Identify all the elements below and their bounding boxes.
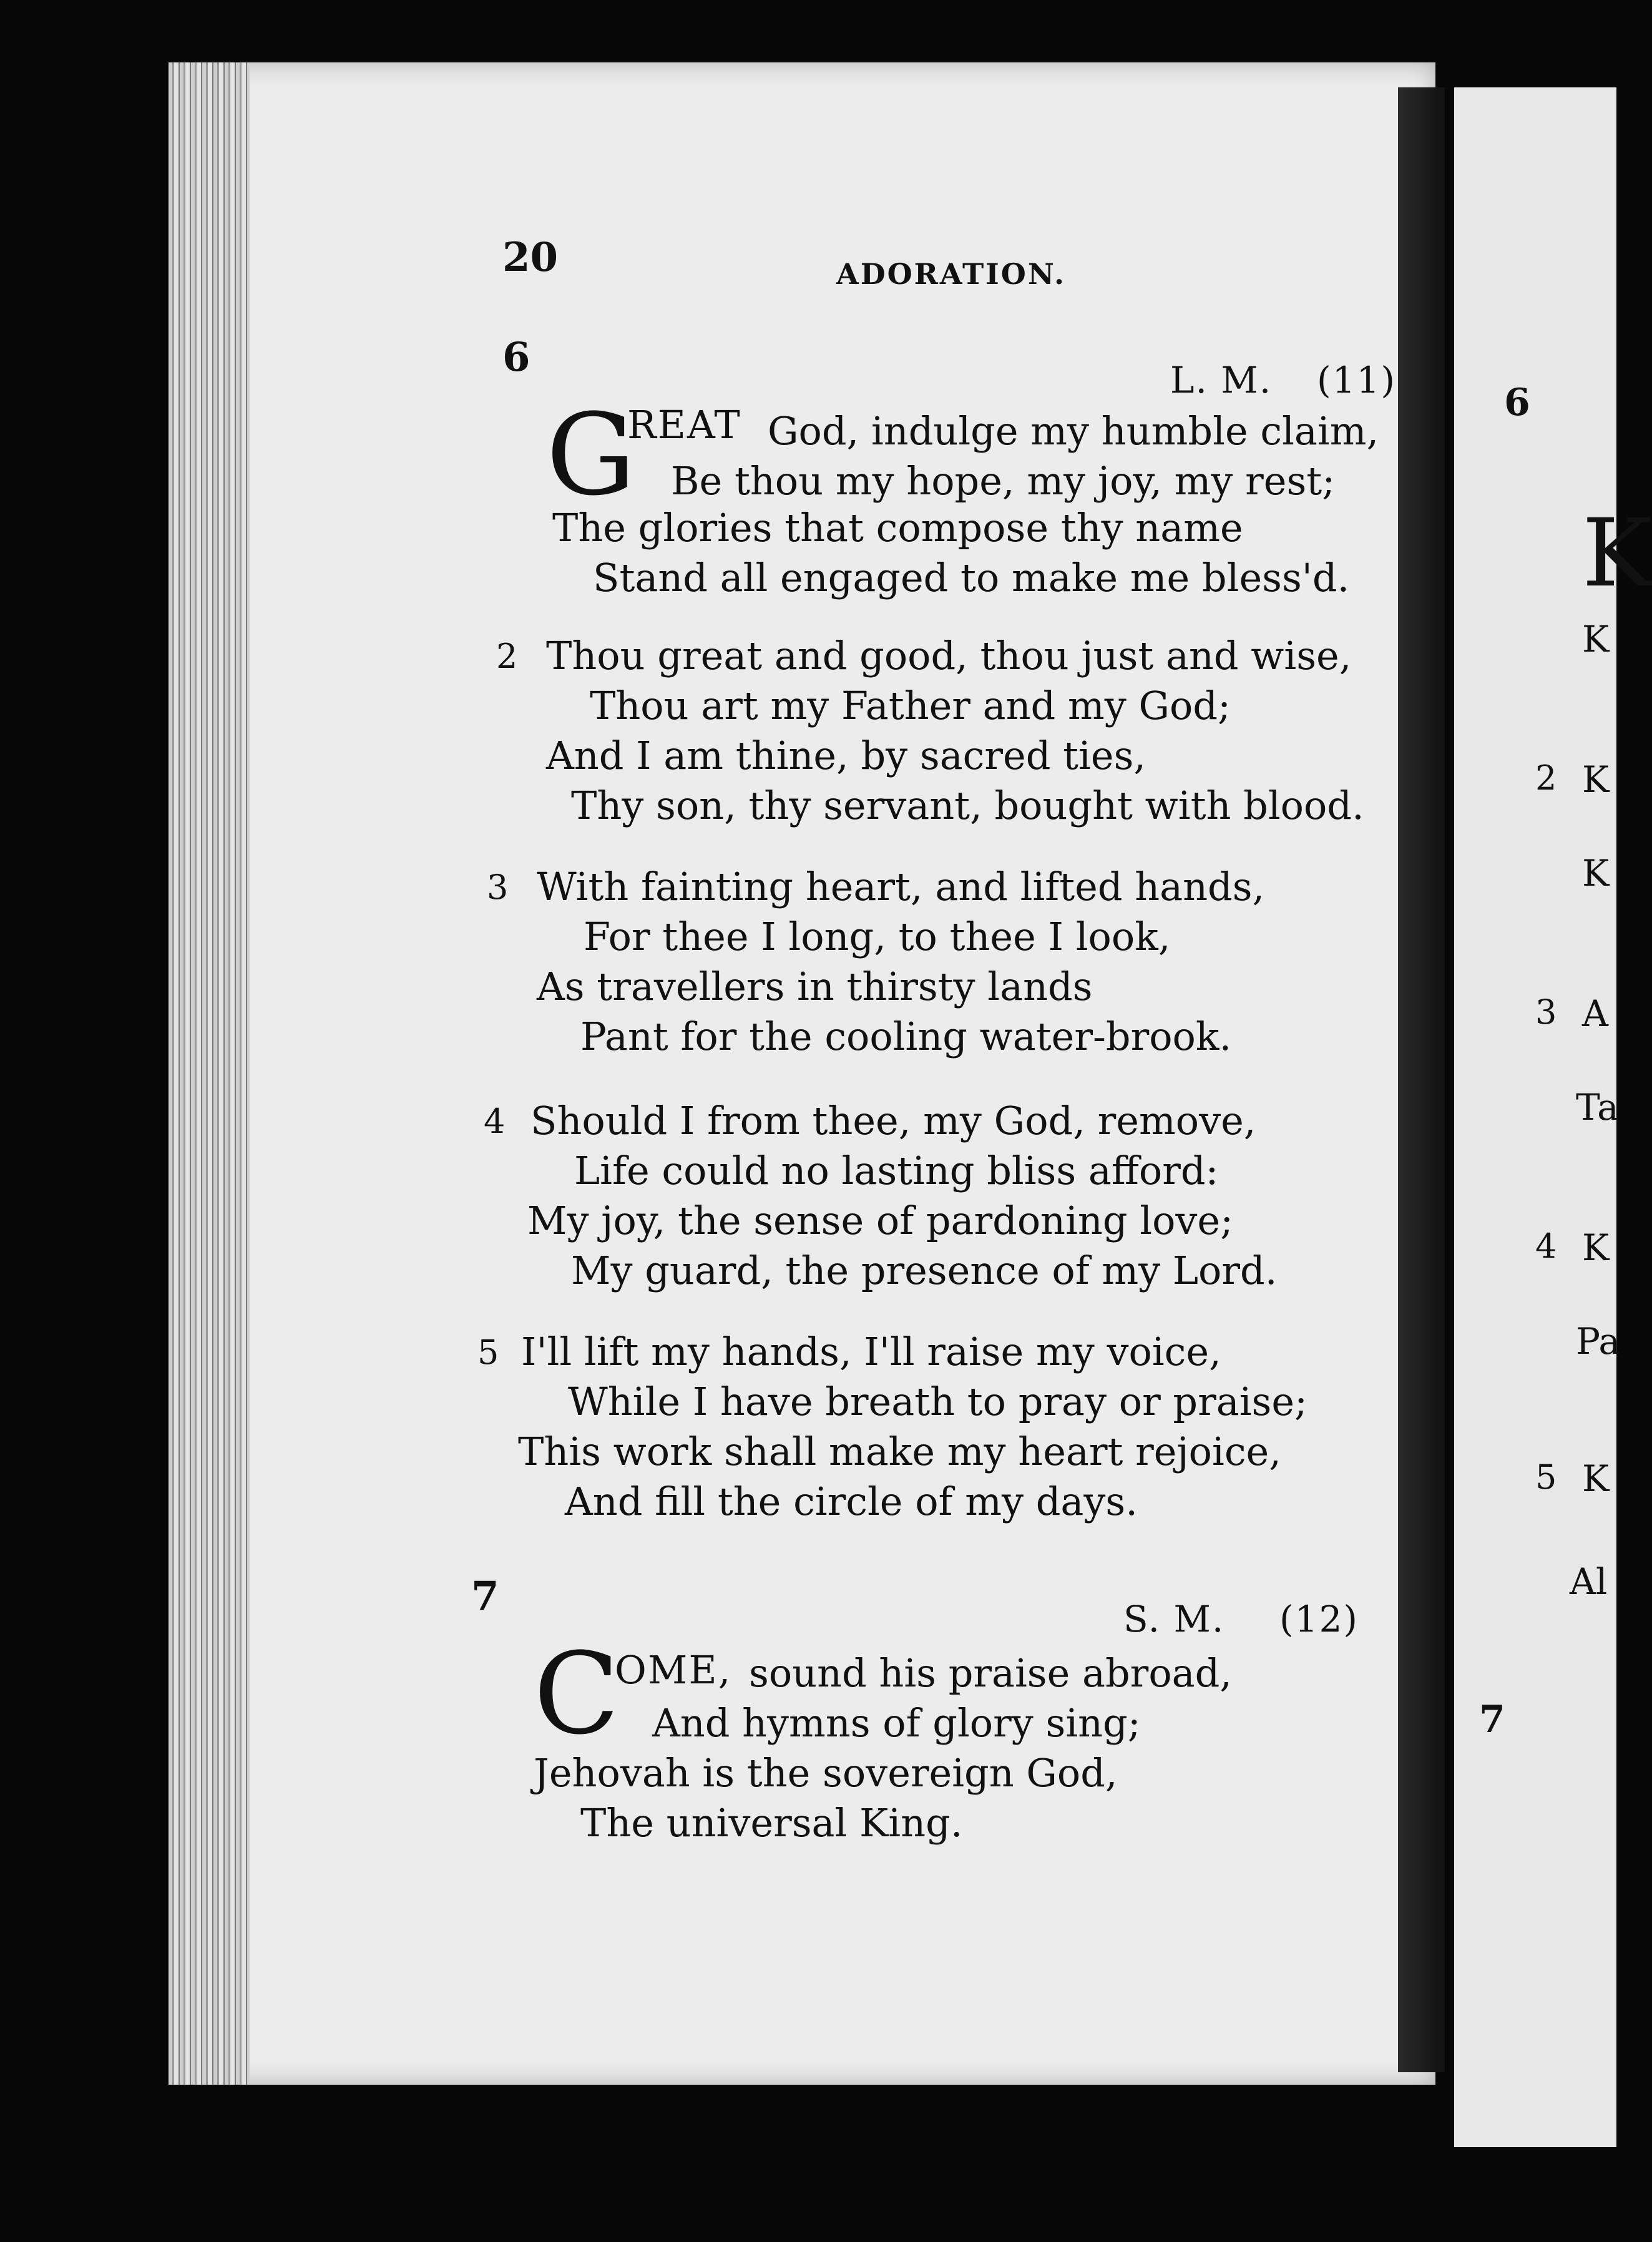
page-number: 20 bbox=[502, 234, 559, 281]
drop-cap: G bbox=[546, 390, 636, 521]
hymn-number: 7 bbox=[471, 1573, 499, 1620]
verse-line: While I have breath to pray or praise; bbox=[568, 1379, 1307, 1424]
hymn-meter: S. M. bbox=[1123, 1598, 1225, 1640]
hymn-tune-number: (12) bbox=[1279, 1598, 1359, 1640]
verse-line: Thy son, thy servant, bought with blood. bbox=[571, 783, 1364, 828]
facing-fragment: K bbox=[1582, 499, 1652, 608]
facing-stanza-number: 2 bbox=[1535, 758, 1557, 798]
verse-line: And I am thine, by sacred ties, bbox=[546, 733, 1146, 778]
verse-line: I'll lift my hands, I'll raise my voice, bbox=[521, 1329, 1221, 1374]
gutter-shadow bbox=[1398, 87, 1445, 2072]
facing-hymn-number: 6 bbox=[1504, 381, 1530, 424]
verse-line: Pant for the cooling water-brook. bbox=[580, 1014, 1232, 1059]
facing-fragment: K bbox=[1582, 758, 1610, 801]
stanza-number: 2 bbox=[496, 637, 518, 676]
facing-fragment: Pa bbox=[1576, 1320, 1620, 1363]
hymn-number: 6 bbox=[502, 334, 530, 381]
verse-line: Thou great and good, thou just and wise, bbox=[546, 633, 1352, 678]
verse-line: Life could no lasting bliss afford: bbox=[574, 1148, 1219, 1193]
verse-line: And hymns of glory sing; bbox=[652, 1700, 1141, 1746]
verse-line: Thou art my Father and my God; bbox=[590, 683, 1231, 728]
stanza-number: 5 bbox=[477, 1333, 499, 1372]
facing-fragment: Al bbox=[1570, 1560, 1608, 1603]
verse-line: The universal King. bbox=[580, 1800, 963, 1846]
running-head: ADORATION. bbox=[836, 257, 1066, 291]
stanza-number: 4 bbox=[484, 1102, 506, 1141]
verse-line: Jehovah is the sovereign God, bbox=[534, 1750, 1118, 1796]
facing-stanza-number: 3 bbox=[1535, 992, 1557, 1032]
verse-line: Stand all engaged to make me bless'd. bbox=[593, 555, 1350, 600]
verse-line: This work shall make my heart rejoice, bbox=[518, 1429, 1281, 1474]
facing-fragment: A bbox=[1582, 992, 1608, 1035]
first-word: OME, bbox=[615, 1647, 732, 1693]
verse-line: With fainting heart, and lifted hands, bbox=[537, 864, 1265, 909]
facing-fragment: Ta bbox=[1576, 1086, 1619, 1128]
first-word: REAT bbox=[627, 402, 741, 448]
verse-line: God, indulge my humble claim, bbox=[768, 408, 1379, 454]
verse-line: And fill the circle of my days. bbox=[565, 1479, 1138, 1524]
facing-fragment: K bbox=[1582, 1457, 1610, 1500]
verse-line: Should I from thee, my God, remove, bbox=[530, 1098, 1256, 1143]
verse-line: For thee I long, to thee I look, bbox=[584, 914, 1171, 959]
drop-cap: C bbox=[534, 1629, 620, 1760]
hymn-meter: L. M. bbox=[1170, 359, 1273, 401]
facing-stanza-number: 4 bbox=[1535, 1226, 1557, 1266]
verse-line: sound his praise abroad, bbox=[749, 1650, 1233, 1696]
hymn-tune-number: (11) bbox=[1317, 359, 1397, 401]
verse-line: The glories that compose thy name bbox=[552, 505, 1243, 551]
verse-line: My joy, the sense of pardoning love; bbox=[527, 1198, 1234, 1243]
facing-page bbox=[1454, 87, 1652, 2147]
facing-hymn-number: 7 bbox=[1479, 1698, 1505, 1741]
stanza-number: 3 bbox=[487, 868, 509, 907]
page-edges bbox=[169, 62, 250, 2085]
facing-fragment: K bbox=[1582, 852, 1610, 894]
facing-fragment: K bbox=[1582, 1226, 1610, 1269]
verse-line: As travellers in thirsty lands bbox=[537, 964, 1093, 1009]
verse-line: My guard, the presence of my Lord. bbox=[571, 1248, 1278, 1293]
facing-stanza-number: 5 bbox=[1535, 1457, 1557, 1497]
verse-line: Be thou my hope, my joy, my rest; bbox=[671, 458, 1336, 504]
facing-fragment: K bbox=[1582, 618, 1610, 660]
